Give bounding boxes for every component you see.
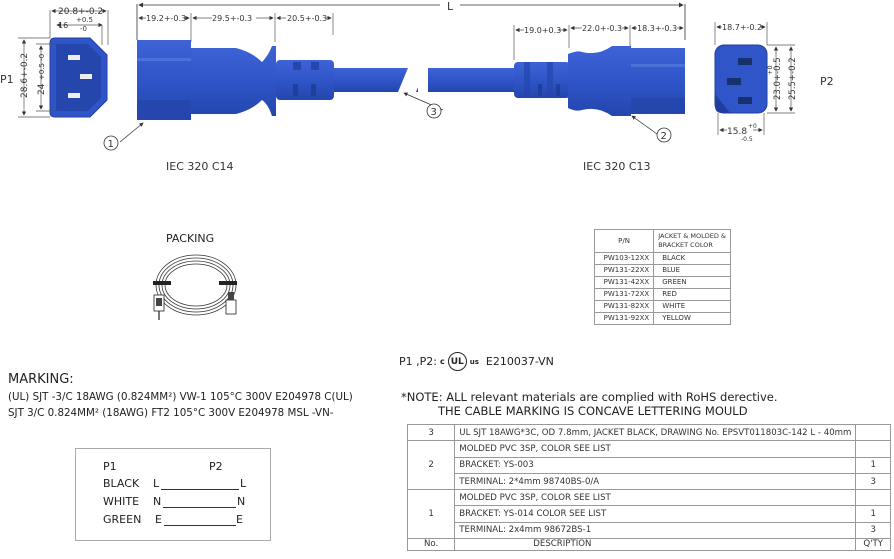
bom-row: 3 UL SJT 18AWG*3C, OD 7.8mm, JACKET BLACK, DRAWING No. EPSVT011803C-142 L - 40mm: [408, 425, 891, 441]
color-table-row: PW131-22XX BLUE: [595, 265, 731, 277]
wiring-line-n: [163, 507, 236, 508]
wiring-right-n: N: [237, 495, 246, 508]
bom-row: BRACKET: YS-003 1: [408, 457, 891, 473]
color-table-row: PW103-12XX BLACK: [595, 253, 731, 265]
marking-note: THE CABLE MARKING IS CONCAVE LETTERING MOULD: [438, 404, 748, 418]
wiring-left-l: L: [153, 477, 160, 490]
p2-connector-face: [715, 45, 767, 113]
wiring-color-green: GREEN: [103, 513, 142, 526]
svg-text:2: 2: [660, 131, 667, 142]
wiring-color-black: BLACK: [103, 477, 140, 490]
callout-3: [427, 104, 441, 118]
bom-row: 2 MOLDED PVC 3SP, COLOR SEE LIST: [408, 441, 891, 457]
bom-row: TERMINAL: 2x4mm 98672BS-1 3: [408, 522, 891, 538]
bom-footer: No. DESCRIPTION Q'TY: [408, 539, 891, 551]
p2-height-inner-dim: 23.0+-0.5: [773, 57, 783, 100]
color-table-row: PW131-82XX WHITE: [595, 301, 731, 313]
wiring-left-e: E: [155, 513, 162, 526]
c14-plug-body: [137, 40, 334, 120]
p1-width-tol-minus: -0: [80, 25, 87, 33]
wiring-right-e: E: [236, 513, 243, 526]
bom-row: 1 MOLDED PVC 3SP, COLOR SEE LIST: [408, 490, 891, 506]
cert-us-mark: us: [469, 357, 479, 366]
c13-seg3-dim: 18.3+-0.3: [637, 24, 678, 33]
cert-prefix: P1 ,P2:: [399, 355, 437, 368]
c14-seg3-dim: 20.5+-0.3: [287, 14, 328, 23]
color-table: [594, 229, 731, 325]
p1-width-tol-plus: +0.5: [76, 16, 93, 24]
packing-coil-icon: [148, 250, 248, 330]
wiring-p2-label: P2: [209, 460, 223, 473]
p2-height-inner-tol: +0: [766, 65, 774, 75]
marking-line-1: (UL) SJT -3/C 18AWG (0.824MM²) VW-1 105°C 300V E204978 C(UL): [8, 391, 353, 403]
p1-connector-face: [50, 38, 107, 117]
p2-label: P2: [820, 75, 834, 88]
svg-text:1: 1: [107, 139, 114, 150]
cert-c-mark: c: [439, 357, 445, 366]
rohs-note: *NOTE: ALL relevant materials are complied with RoHS derective.: [401, 390, 778, 404]
p2-width-tol-minus: -0.5: [741, 136, 753, 143]
c14-title: IEC 320 C14: [166, 160, 234, 173]
ul-logo-icon: UL: [448, 352, 467, 371]
color-table-header-color: JACKET & MOLDED & BRACKET COLOR: [654, 230, 731, 253]
wiring-diagram: [75, 448, 271, 541]
c13-title: IEC 320 C13: [583, 160, 651, 173]
p2-width-tol-plus: +0: [748, 123, 757, 130]
p1-width-outer-dim: 20.8+-0.2: [58, 7, 104, 17]
cable-right-segment: [422, 68, 516, 92]
p1-label: P1: [0, 73, 14, 86]
c13-seg2-dim: 22.0+-0.3: [582, 24, 623, 33]
c14-seg2-dim: 29.5+-0.3: [212, 14, 253, 23]
wiring-right-l: L: [240, 477, 247, 490]
bom-table: [407, 424, 891, 551]
wiring-p1-label: P1: [103, 460, 117, 473]
length-label: L: [447, 0, 454, 13]
p2-width-top-dim: 18.7+-0.2: [722, 23, 763, 32]
p1-height-inner-tol: +0.5 -0: [38, 53, 46, 80]
p1-height-outer-dim: 28.6+-0.2: [20, 52, 30, 98]
wiring-color-white: WHITE: [103, 495, 140, 508]
color-table-row: PW131-42XX GREEN: [595, 277, 731, 289]
c13-plug-body: [514, 46, 685, 116]
color-table-header-pn: P/N: [595, 230, 654, 253]
wiring-left-n: N: [153, 495, 162, 508]
callout-2: [657, 128, 671, 142]
svg-text:3: 3: [430, 107, 437, 118]
bom-row: TERMINAL: 2*4mm 98740BS-0/A 3: [408, 473, 891, 489]
c13-seg1-dim: 19.0+0.3: [524, 26, 562, 35]
cert-file-no: E210037-VN: [485, 355, 554, 368]
c14-seg1-dim: 19.2+-0.3: [146, 14, 187, 23]
bom-row: BRACKET: YS-014 COLOR SEE LIST 1: [408, 506, 891, 522]
callout-1: [104, 136, 118, 150]
wiring-line-l: [161, 489, 239, 490]
certification-line: [399, 352, 554, 371]
cable-drawing: [0, 0, 894, 200]
p1-width-inner-dim: 16: [58, 21, 69, 30]
packing-title: PACKING: [166, 232, 215, 245]
marking-title: MARKING:: [8, 372, 74, 387]
color-table-row: PW131-92XX YELLOW: [595, 313, 731, 325]
marking-line-2: SJT 3/C 0.824MM² (18AWG) FT2 105°C 300V E204978 MSL -VN-: [8, 407, 334, 419]
p2-width-bottom-dim: 15.8: [727, 127, 748, 137]
p2-height-outer-dim: 25.5+-0.2: [788, 57, 798, 100]
p1-height-inner-dim: 24: [37, 83, 47, 95]
color-table-row: PW131-72XX RED: [595, 289, 731, 301]
wiring-line-e: [164, 525, 236, 526]
